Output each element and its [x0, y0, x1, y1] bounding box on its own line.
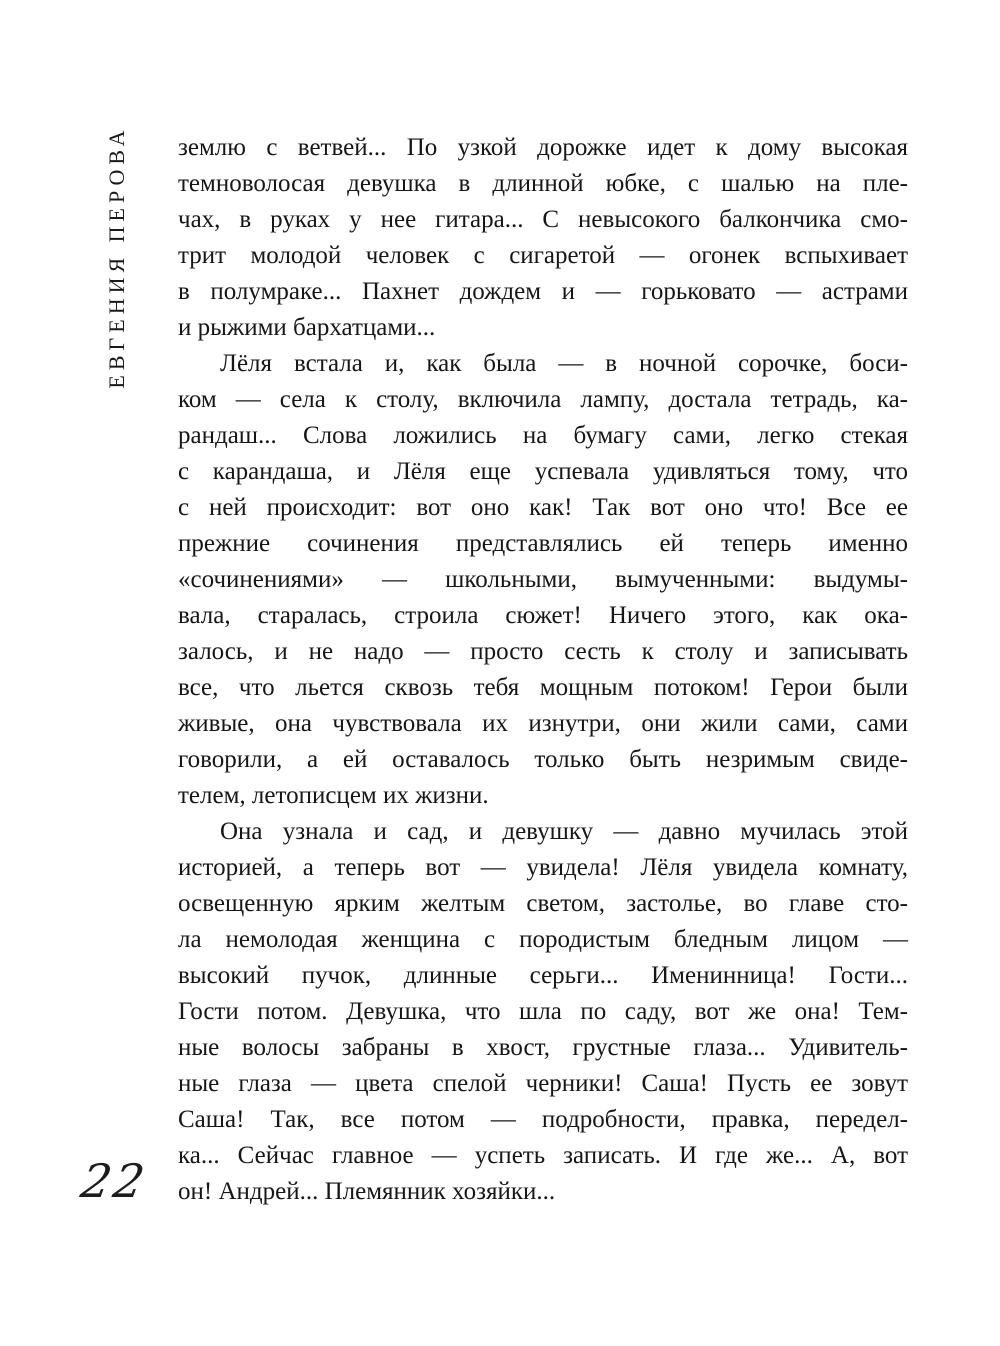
text-line: Саша! Так, все потом — подробности, правка, передел-	[178, 1106, 908, 1133]
text-line: прежние сочинения представлялись ей теперь именно	[178, 530, 908, 557]
text-line: землю с ветвей... По узкой дорожке идет к дому высокая	[178, 134, 908, 161]
text-line: все, что льется сквозь тебя мощным потоком! Герои были	[178, 674, 908, 701]
text-line: с ней происходит: вот оно как! Так вот оно что! Все ее	[178, 494, 908, 521]
text-line: чах, в руках у нее гитара... С невысокого балкончика смо-	[178, 206, 908, 233]
text-line: живые, она чувствовала их изнутри, они жили сами, сами	[178, 710, 908, 737]
text-line: и рыжими бархатцами...	[178, 314, 436, 341]
text-line: в полумраке... Пахнет дождем и — горьковато — астрами	[178, 278, 908, 305]
text-line: он! Андрей... Племянник хозяйки...	[178, 1178, 556, 1205]
text-line: залось, и не надо — просто сесть к столу и записывать	[178, 638, 908, 665]
text-line: ла немолодая женщина с породистым бледным лицом —	[178, 926, 908, 953]
text-line: ком — села к столу, включила лампу, достала тетрадь, ка-	[178, 386, 908, 413]
text-line: освещенную ярким желтым светом, застолье, во главе сто-	[178, 890, 908, 917]
text-line: ные глаза — цвета спелой черники! Саша! Пусть ее зовут	[178, 1070, 908, 1097]
text-line: вала, старалась, строила сюжет! Ничего этого, как ока-	[178, 602, 908, 629]
text-line: Лёля встала и, как была — в ночной сорочке, боси-	[220, 350, 908, 377]
text-line: темноволосая девушка в длинной юбке, с шалью на пле-	[178, 170, 908, 197]
text-line: Гости потом. Девушка, что шла по саду, вот же она! Тем-	[178, 998, 908, 1025]
text-line: высокий пучок, длинные серьги... Именинница! Гости...	[178, 962, 908, 989]
text-line: «сочинениями» — школьными, вымученными: выдумы-	[178, 566, 908, 593]
text-line: рандаш... Слова ложились на бумагу сами, легко стекая	[178, 422, 908, 449]
running-header-author: ЕВГЕНИЯ ПЕРОВА	[104, 125, 129, 389]
text-line: говорили, а ей оставалось только быть незримым свиде-	[178, 746, 908, 773]
text-line: Она узнала и сад, и девушку — давно мучилась этой	[220, 818, 908, 845]
text-line: телем, летописцем их жизни.	[178, 782, 489, 809]
text-line: ка... Сейчас главное — успеть записать. И где же... А, вот	[178, 1142, 908, 1169]
text-line: ные волосы забраны в хвост, грустные глаза... Удивитель-	[178, 1034, 908, 1061]
text-line: с карандаша, и Лёля еще успевала удивляться тому, что	[178, 458, 908, 485]
text-line: трит молодой человек с сигаретой — огонек вспыхивает	[178, 242, 908, 269]
body-text	[178, 130, 908, 1210]
page-number: 22	[77, 1154, 152, 1208]
text-line: историей, а теперь вот — увидела! Лёля увидела комнату,	[178, 854, 908, 881]
